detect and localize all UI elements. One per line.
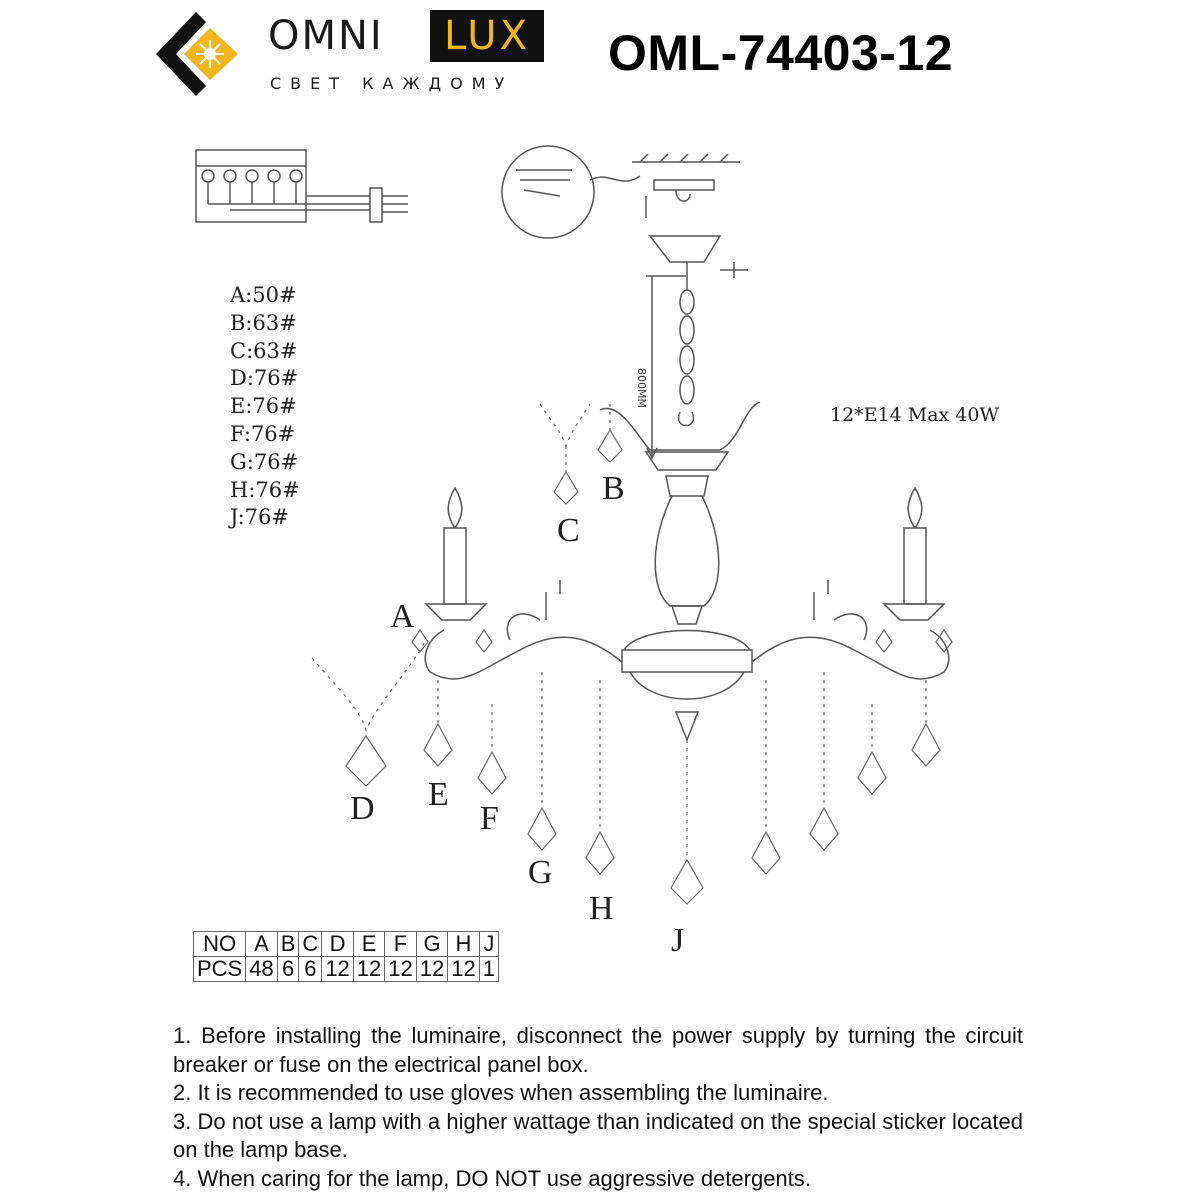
table-cell: NO	[194, 932, 246, 957]
table-cell: PCS	[194, 957, 246, 982]
legend-item: F:76#	[230, 421, 296, 446]
wiring-diagram	[196, 150, 408, 222]
parts-count-table	[193, 931, 499, 982]
label-g: G	[528, 854, 553, 891]
label-a: A	[390, 598, 415, 635]
table-cell: G	[416, 932, 447, 957]
table-cell: 12	[353, 957, 384, 982]
legend-item: A:50#	[230, 283, 297, 307]
legend-item: B:63#	[230, 310, 297, 335]
brand-tagline: СВЕТ КАЖДОМУ	[270, 74, 514, 93]
label-b: B	[602, 470, 625, 507]
note-item: 4. When caring for the lamp, DO NOT use aggressive detergents.	[173, 1165, 811, 1191]
table-header-row	[194, 932, 499, 957]
table-cell: E	[353, 932, 384, 957]
brand-name-omni: OMNI	[268, 13, 384, 59]
note-item: 2. It is recommended to use gloves when assembling the luminaire.	[173, 1080, 829, 1105]
table-cell: 12	[448, 957, 479, 982]
mounting-detail	[502, 146, 740, 238]
label-d: D	[350, 790, 375, 827]
table-cell: B	[277, 932, 299, 957]
table-cell: C	[299, 932, 322, 957]
legend-item: E:76#	[230, 394, 297, 419]
legend-item: J:76#	[230, 505, 289, 530]
table-row	[194, 957, 499, 982]
legend-item: D:76#	[230, 366, 299, 391]
note-item: 3. Do not use a lamp with a higher wattage than indicated on the special sticker located on the lamp base.	[173, 1108, 1023, 1162]
model-number: OML-74403-12	[608, 25, 954, 81]
safety-notes	[173, 1022, 1023, 1193]
label-f: F	[480, 800, 499, 837]
crystal-strands	[312, 404, 952, 904]
table-cell: H	[448, 932, 479, 957]
dimension-label: 800MM	[635, 368, 648, 408]
table-cell: 6	[277, 957, 299, 982]
table-cell: 12	[322, 957, 353, 982]
note-item: 1. Before installing the luminaire, disconnect the power supply by turning the circuit breaker or fuse on the electrical panel box.	[173, 1023, 1023, 1077]
table-cell: 12	[416, 957, 447, 982]
table-cell: F	[385, 932, 416, 957]
label-h: H	[589, 890, 614, 927]
table-cell: 48	[246, 957, 277, 982]
table-cell: 12	[385, 957, 416, 982]
legend-item: G:76#	[230, 449, 299, 474]
label-c: C	[557, 512, 580, 549]
table-cell: A	[246, 932, 277, 957]
table-cell: J	[479, 932, 498, 957]
brand-name-lux: LUX	[430, 10, 544, 62]
legend-item: H:76#	[230, 477, 300, 502]
table-cell: D	[322, 932, 353, 957]
table-cell: 6	[299, 957, 322, 982]
label-e: E	[428, 776, 449, 813]
lamp-spec: 12*E14 Max 40W	[830, 404, 1000, 426]
crystal-legend	[230, 282, 300, 532]
legend-item: C:63#	[230, 338, 298, 363]
label-j: J	[671, 922, 685, 959]
table-cell: 1	[479, 957, 498, 982]
